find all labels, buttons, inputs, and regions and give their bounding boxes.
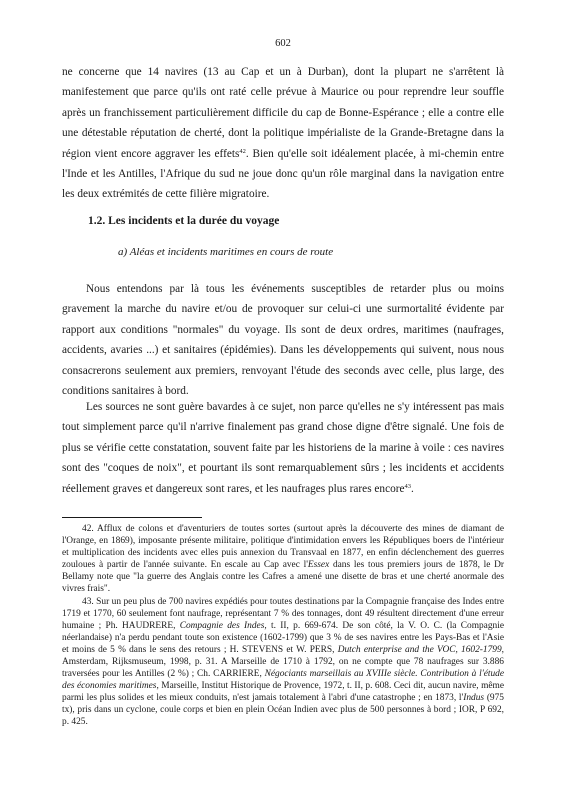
para1-end: . Bien qu'elle soit idéalement placée, à mi-chemin entre l'Inde et les Antilles, l'Afrique du sud ne joue donc qu'un rôle marginal dans la navigation entre les deux extrémités de cette filière migratoire.	[62, 147, 504, 201]
fn42-text-b: dans les tous premiers jours de 1878, le Dr Bellamy note que "la guerre des Anglais contre les Cafres a amené une disette de bras et une cherté anormale des vivres frais".	[62, 560, 504, 595]
para2-text: Nous entendons par là tous les événements susceptibles de retarder plus ou moins gravement la marche du navire et/ou de provoquer sur celui-ci une surmortalité évidente par rapport aux conditions "normales" du voyage. Ils sont de deux ordres, maritimes (naufrages, accidents, avaries ...) et sanitaires (épidémies). Dans les développements qui suivent, nous nous consacrerons seulement aux premiers, renvoyant l'étude des seconds avec celle, plus large, des conditions sanitaires à bord.	[62, 283, 504, 398]
body-paragraph-2	[62, 279, 504, 401]
footnote-42	[62, 523, 504, 595]
footnote-separator	[62, 517, 202, 518]
fn43-text-b: , t. II, p. 669-674. De son côté, la V. O. C. (la Compagnie néerlandaise) n'a perdu pendant toute son existence (1602-1799) que 3 % de ses navires entre les Pays-Bas et l'Asie et moins de 5 % dans le sens des retours ; H. STEVENS et W. PERS,	[62, 621, 504, 656]
fn43-text-c: , Amsterdam, Rijksmuseum, 1998, p. 31. A Marseille de 1710 à 1792, on ne compte que 78 naufrages sur 3.886 traversées pour les Antilles (2 %) ; Ch. CARRIERE,	[62, 645, 504, 680]
footnote-43	[62, 596, 504, 729]
page-number: 602	[275, 38, 291, 49]
fn42-text-a: 42. Afflux de colons et d'aventuriers de toutes sortes (surtout après la découverte des mines de diamant de l'Orange, en 1869), imposante présente militaire, politique d'intimidation envers les Républiques boers de l'intérieur et multiplication des incidents avec elles puis annexion du Transvaal en 1877, en enfin déclenchement des guerres zouloues à partir de l'année suivante. En escale au Cap avec l'	[62, 524, 504, 571]
fn43-text-a: 43. Sur un peu plus de 700 navires expédiés pour toutes destinations par la Compagnie française des Indes entre 1719 et 1770, 60 seulement font naufrage, représentant 7 % des tonnages, dont 49 résultent directement d'une erreur humaine ; Ph. HAUDRERE,	[62, 597, 504, 632]
para3-text: Les sources ne sont guère bavardes à ce sujet, non parce qu'elles ne s'y intéressent pas mais tout simplement parce qu'il n'arrive finalement pas grand chose digne d'être signalé. Une fois de plus se vérifie cette constatation, souvent faite par les historiens de la marine à voile : ces navires sont des "coques de noix", et pourtant ils sont remarquablement sûrs ; les incidents et accidents réellement graves et dangereux sont rares, et les naufrages plus rares encore	[62, 401, 504, 495]
body-paragraph-3	[62, 397, 504, 499]
fn43-ship-name: Indus	[463, 693, 485, 704]
section-heading: 1.2. Les incidents et la durée du voyage	[88, 215, 280, 227]
subsection-heading: a) Aléas et incidents maritimes en cours de route	[118, 246, 334, 258]
fn43-text-e: (975 tx), pris dans un cyclone, coule corps et bien en plein Océan Indien avec plus de 500 personnes à bord ; IOR, P 692, p. 425.	[62, 693, 504, 728]
footnote-ref-42[interactable]: 42	[239, 147, 246, 155]
fn43-title-1: Compagnie des Indes	[179, 621, 265, 632]
footnote-ref-43[interactable]: 43	[404, 482, 412, 490]
fn42-ship-name: Essex	[307, 560, 330, 571]
para1-text: ne concerne que 14 navires (13 au Cap et un à Durban), dont la plupart ne s'arrêtent là manifestement que parce qu'ils ont raté celle prévue à Maurice ou pour reprendre leur souffle après un franchissement particulièrement difficile du cap de Bonne-Espérance ; elle a contre elle une détestable réputation de cherté, dont la politique impérialiste de la Grande-Bretagne dans la région vient encore aggraver les effets	[62, 66, 504, 160]
fn43-title-2: Dutch enterprise and the VOC, 1602-1799	[337, 645, 502, 656]
fn43-text-d: , Marseille, Institut Historique de Provence, 1972, t. II, p. 608. Ceci dit, aucun navire, même parmi les plus solides et les mieux conduits, n'est jamais totalement à l'abri d'une catastrophe ; en 1873, l'	[62, 681, 504, 704]
para3-end: .	[411, 482, 414, 495]
fn43-title-3: Négociants marseillais au XVIIIe siècle. Contribution à l'étude des économies maritimes	[62, 669, 505, 692]
body-paragraph-1	[62, 62, 504, 205]
